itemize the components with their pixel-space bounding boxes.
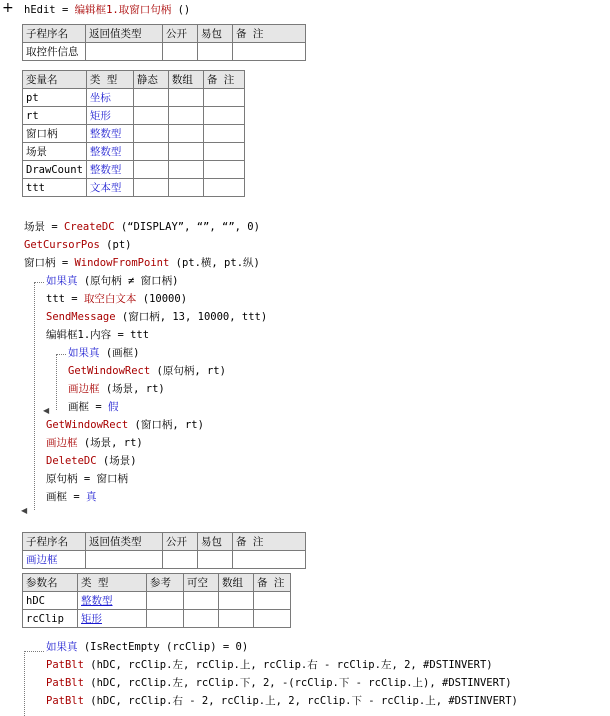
return-type-cell[interactable] xyxy=(86,551,163,569)
col-header: 子程序名 xyxy=(23,25,86,43)
col-header: 静态 xyxy=(133,71,168,89)
table-row: DrawCount 整数型 xyxy=(23,161,245,179)
return-type-cell[interactable] xyxy=(86,43,163,61)
col-header: 子程序名 xyxy=(23,533,86,551)
col-header: 备 注 xyxy=(254,574,291,592)
table-row: rt 矩形 xyxy=(23,107,245,125)
flow-line xyxy=(34,282,35,510)
code-line[interactable]: 画框 = 真 xyxy=(46,491,97,503)
flow-arrow-icon: ◀ xyxy=(21,506,28,515)
col-header: 公开 xyxy=(163,25,198,43)
code-line-if[interactable]: 如果真 (原句柄 ≠ 窗口柄) xyxy=(46,275,179,287)
code-line[interactable]: GetWindowRect (原句柄, rt) xyxy=(68,365,226,377)
table-row: ttt 文本型 xyxy=(23,179,245,197)
subroutine-name[interactable]: 取控件信息 xyxy=(23,43,86,61)
code-line[interactable]: 场景 = CreateDC (“DISPLAY”, “”, “”, 0) xyxy=(24,221,260,233)
col-header: 备 注 xyxy=(203,71,244,89)
params-table-2 xyxy=(22,573,291,628)
col-header: 易包 xyxy=(198,25,233,43)
col-header: 备 注 xyxy=(233,533,306,551)
col-header: 易包 xyxy=(198,533,233,551)
expand-plus-icon[interactable]: + xyxy=(2,0,14,16)
remark-cell[interactable] xyxy=(233,551,306,569)
flow-line xyxy=(56,354,57,410)
public-cell[interactable] xyxy=(163,551,198,569)
var-name: hEdit xyxy=(24,4,56,16)
table-row: 场景 整数型 xyxy=(23,143,245,161)
col-header: 参数名 xyxy=(23,574,78,592)
subroutine-table-2 xyxy=(22,532,306,569)
method-call: 编辑框1.取窗口句柄 xyxy=(74,4,172,16)
table-row: hDC 整数型 xyxy=(23,592,291,610)
col-header: 数组 xyxy=(168,71,203,89)
public-cell[interactable] xyxy=(163,43,198,61)
epackage-cell[interactable] xyxy=(198,43,233,61)
code-line[interactable]: 画边框 (场景, rt) xyxy=(68,383,165,395)
flow-arrow-icon: ◀ xyxy=(43,406,50,415)
epackage-cell[interactable] xyxy=(198,551,233,569)
variables-table-1 xyxy=(22,70,245,197)
col-header: 公开 xyxy=(163,533,198,551)
col-header: 可空 xyxy=(184,574,219,592)
code-line[interactable]: GetCursorPos (pt) xyxy=(24,239,132,251)
flow-line xyxy=(56,354,66,355)
code-line[interactable]: PatBlt (hDC, rcClip.左, rcClip.下, 2, -(rcClip.下 - rcClip.上), #DSTINVERT) xyxy=(46,677,512,689)
code-line[interactable]: PatBlt (hDC, rcClip.右 - 2, rcClip.上, 2, rcClip.下 - rcClip.上, #DSTINVERT) xyxy=(46,695,518,707)
code-line[interactable]: DeleteDC (场景) xyxy=(46,455,137,467)
col-header: 变量名 xyxy=(23,71,87,89)
table-row: 窗口柄 整数型 xyxy=(23,125,245,143)
col-header: 类 型 xyxy=(78,574,147,592)
code-line[interactable]: SendMessage (窗口柄, 13, 10000, ttt) xyxy=(46,311,268,323)
table-row: pt 坐标 xyxy=(23,89,245,107)
args: () xyxy=(177,4,191,16)
flow-line xyxy=(34,282,44,283)
subroutine-table-1 xyxy=(22,24,306,61)
code-line[interactable]: 编辑框1.内容 = ttt xyxy=(46,329,150,341)
col-header: 返回值类型 xyxy=(86,533,163,551)
code-line[interactable]: 画边框 (场景, rt) xyxy=(46,437,143,449)
code-line[interactable]: 窗口柄 = WindowFromPoint (pt.横, pt.纵) xyxy=(24,257,260,269)
flow-line xyxy=(24,651,25,716)
code-line[interactable]: 画框 = 假 xyxy=(68,401,119,413)
col-header: 参考 xyxy=(147,574,184,592)
code-line[interactable]: 原句柄 = 窗口柄 xyxy=(46,473,128,485)
col-header: 数组 xyxy=(219,574,254,592)
col-header: 返回值类型 xyxy=(86,25,163,43)
code-line[interactable]: GetWindowRect (窗口柄, rt) xyxy=(46,419,204,431)
col-header: 备 注 xyxy=(233,25,306,43)
code-line[interactable]: PatBlt (hDC, rcClip.左, rcClip.上, rcClip.右 - rcClip.左, 2, #DSTINVERT) xyxy=(46,659,493,671)
flow-line xyxy=(24,651,44,652)
code-line-if[interactable]: 如果真 (IsRectEmpty (rcClip) = 0) xyxy=(46,641,249,653)
col-header: 类 型 xyxy=(86,71,133,89)
operator: = xyxy=(61,4,69,16)
table-row: rcClip 矩形 xyxy=(23,610,291,628)
code-line-hedit[interactable] xyxy=(24,2,190,17)
code-line-if[interactable]: 如果真 (画框) xyxy=(68,347,140,359)
subroutine-name[interactable]: 画边框 xyxy=(23,551,86,569)
remark-cell[interactable] xyxy=(233,43,306,61)
code-line[interactable]: ttt = 取空白文本 (10000) xyxy=(46,293,188,305)
